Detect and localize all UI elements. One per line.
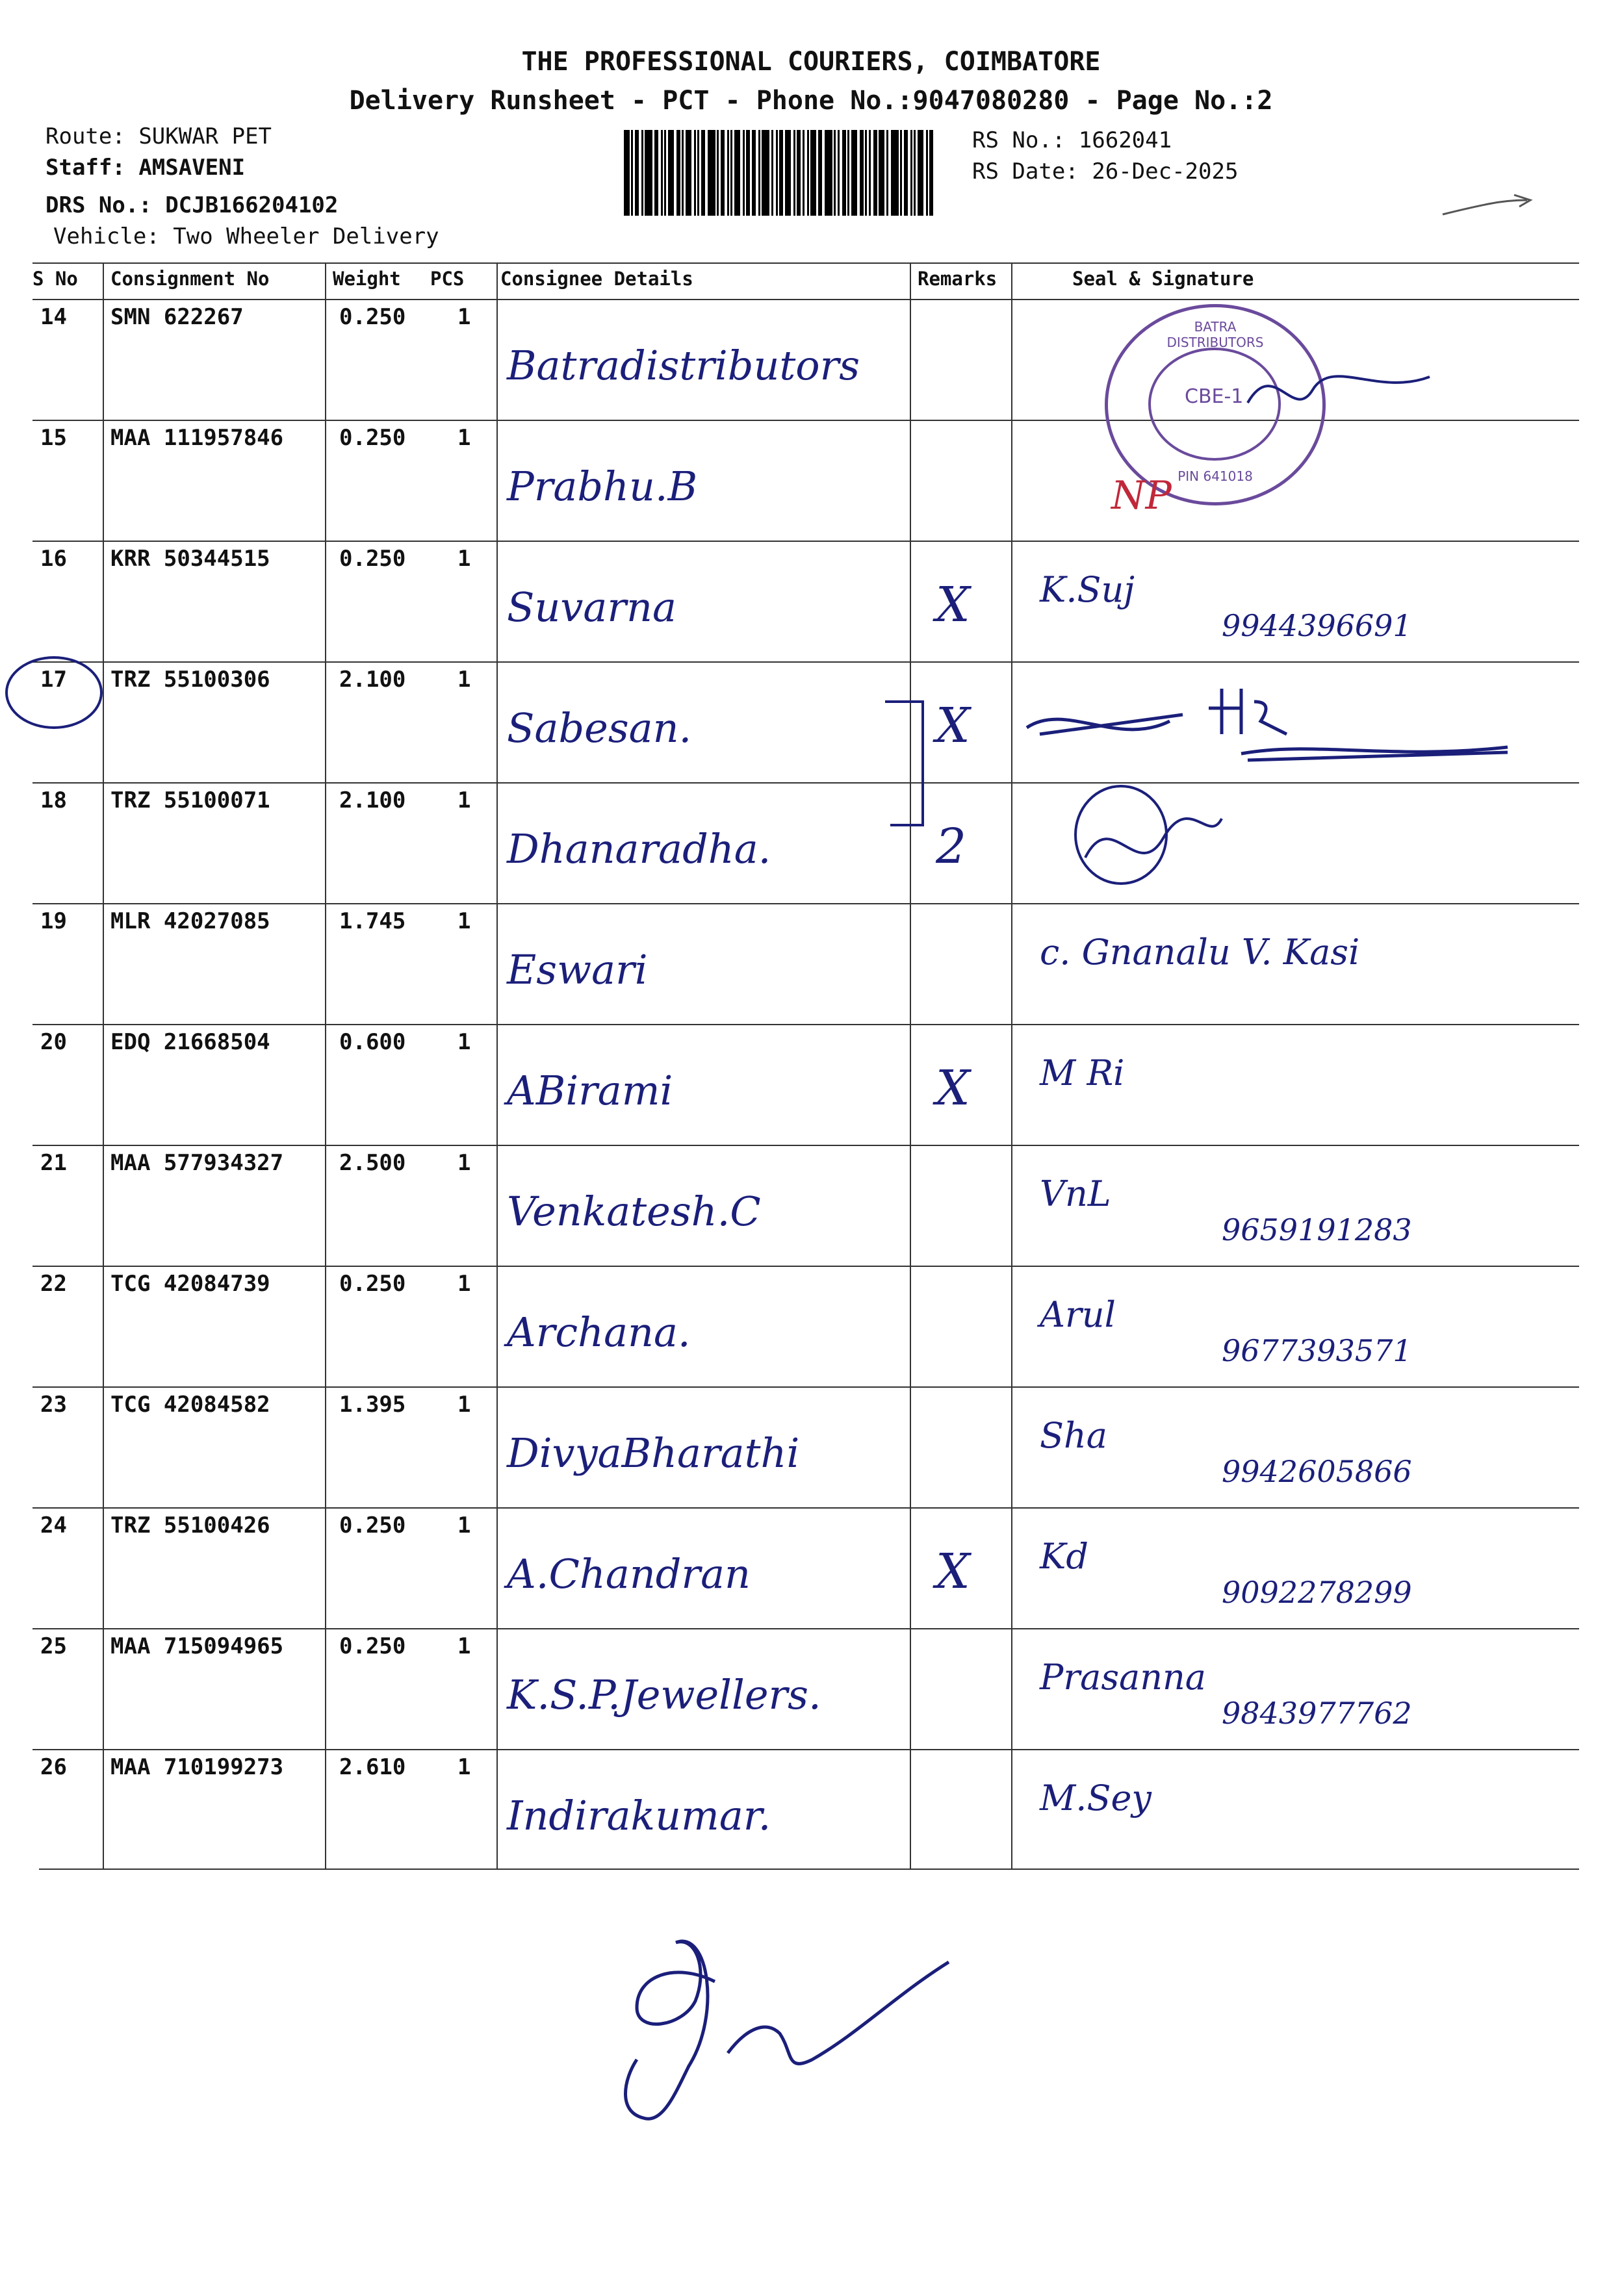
pcs-cell: 1 bbox=[457, 546, 471, 572]
consignee-handwritten: ABirami bbox=[507, 1067, 673, 1114]
drs-line: DRS No.: DCJB166204102 bbox=[45, 192, 339, 218]
consignment-cell: MAA 111957846 bbox=[110, 425, 284, 451]
pcs-cell: 1 bbox=[457, 304, 471, 330]
consignment-cell: TRZ 55100306 bbox=[110, 667, 270, 693]
weight-cell: 0.250 bbox=[339, 1512, 406, 1538]
weight-cell: 0.250 bbox=[339, 546, 406, 572]
recipient-signature: VnL bbox=[1040, 1173, 1111, 1214]
recipient-signature: c. Gnanalu V. Kasi bbox=[1040, 932, 1360, 973]
weight-cell: 2.500 bbox=[339, 1150, 406, 1176]
sno-cell: 20 bbox=[40, 1029, 67, 1055]
sno-cell: 14 bbox=[40, 304, 67, 330]
runsheet-subtitle: Delivery Runsheet - PCT - Phone No.:9047080280 - Page No.:2 bbox=[349, 86, 1273, 116]
consignment-cell: MLR 42027085 bbox=[110, 908, 270, 934]
consignee-handwritten: Dhanaradha. bbox=[507, 825, 771, 873]
recipient-signature: K.Suj bbox=[1040, 569, 1135, 610]
remark-mark: X bbox=[936, 1544, 970, 1600]
weight-cell: 2.100 bbox=[339, 787, 406, 813]
sno-cell: 21 bbox=[40, 1150, 67, 1176]
pcs-cell: 1 bbox=[457, 1512, 471, 1538]
consignee-handwritten: Archana. bbox=[507, 1308, 691, 1356]
weight-cell: 0.250 bbox=[339, 425, 406, 451]
recipient-phone: 9843977762 bbox=[1222, 1696, 1412, 1731]
remark-mark: X bbox=[936, 698, 970, 754]
sno-cell: 19 bbox=[40, 908, 67, 934]
consignee-handwritten: Venkatesh.C bbox=[507, 1188, 761, 1235]
consignment-cell: MAA 577934327 bbox=[110, 1150, 284, 1176]
pcs-cell: 1 bbox=[457, 1029, 471, 1055]
row-divider bbox=[32, 1628, 1579, 1629]
sno-cell: 18 bbox=[40, 787, 67, 813]
consignment-cell: SMN 622267 bbox=[110, 304, 244, 330]
row-divider bbox=[32, 1507, 1579, 1509]
closing-signature bbox=[598, 1923, 962, 2131]
pcs-cell: 1 bbox=[457, 1392, 471, 1418]
sno-cell: 15 bbox=[40, 425, 67, 451]
consignment-cell: TRZ 55100071 bbox=[110, 787, 270, 813]
row-divider bbox=[32, 1749, 1579, 1750]
vehicle-line: Vehicle: Two Wheeler Delivery bbox=[53, 223, 439, 249]
weight-cell: 0.600 bbox=[339, 1029, 406, 1055]
staff-line: Staff: AMSAVENI bbox=[45, 155, 246, 181]
sno-cell: 26 bbox=[40, 1754, 67, 1780]
consignee-handwritten: A.Chandran bbox=[507, 1550, 751, 1598]
consignee-handwritten: Prabhu.B bbox=[507, 463, 698, 510]
pcs-cell: 1 bbox=[457, 787, 471, 813]
consignment-cell: TCG 42084582 bbox=[110, 1392, 270, 1418]
consignment-cell: KRR 50344515 bbox=[110, 546, 270, 572]
remark-mark: 2 bbox=[936, 819, 967, 874]
weight-cell: 1.395 bbox=[339, 1392, 406, 1418]
row-divider bbox=[32, 541, 1579, 542]
barcode bbox=[624, 130, 962, 216]
recipient-signature: Kd bbox=[1040, 1536, 1088, 1577]
col-weight-header: Weight bbox=[333, 268, 401, 290]
recipient-signature: M Ri bbox=[1040, 1052, 1125, 1093]
route-line: Route: SUKWAR PET bbox=[45, 123, 272, 149]
pcs-cell: 1 bbox=[457, 908, 471, 934]
pcs-cell: 1 bbox=[457, 1633, 471, 1659]
row-divider bbox=[32, 1386, 1579, 1388]
weight-cell: 1.745 bbox=[339, 908, 406, 934]
company-title: THE PROFESSIONAL COURIERS, COIMBATORE bbox=[521, 47, 1101, 77]
struck-signature bbox=[1027, 663, 1521, 780]
weight-cell: 2.610 bbox=[339, 1754, 406, 1780]
header-bottom-rule bbox=[32, 299, 1579, 300]
recipient-signature: Sha bbox=[1040, 1415, 1107, 1456]
row-divider bbox=[32, 1024, 1579, 1025]
pcs-cell: 1 bbox=[457, 1754, 471, 1780]
recipient-phone: 9942605866 bbox=[1222, 1454, 1412, 1489]
consignee-handwritten: Eswari bbox=[507, 946, 648, 993]
seal-text: BATRA DISTRIBUTORS bbox=[1166, 319, 1264, 350]
table-top-rule bbox=[32, 262, 1579, 264]
sno-cell: 25 bbox=[40, 1633, 67, 1659]
col-sno-header: S No bbox=[32, 268, 78, 290]
consignee-handwritten: Indirakumar. bbox=[507, 1792, 771, 1839]
rs-date-line: RS Date: 26-Dec-2025 bbox=[972, 159, 1239, 185]
table-bottom-rule bbox=[39, 1869, 1579, 1870]
remark-mark: X bbox=[936, 1060, 970, 1116]
consignment-cell: TCG 42084739 bbox=[110, 1271, 270, 1297]
circled-sno bbox=[5, 656, 103, 729]
consignment-cell: TRZ 55100426 bbox=[110, 1512, 270, 1538]
recipient-signature: M.Sey bbox=[1040, 1778, 1152, 1818]
col-remarks-header: Remarks bbox=[918, 268, 998, 290]
recipient-phone: 9944396691 bbox=[1222, 608, 1412, 643]
pcs-cell: 1 bbox=[457, 667, 471, 693]
sno-cell: 23 bbox=[40, 1392, 67, 1418]
recipient-phone: 9659191283 bbox=[1222, 1212, 1412, 1247]
consignment-cell: MAA 715094965 bbox=[110, 1633, 284, 1659]
weight-cell: 0.250 bbox=[339, 1633, 406, 1659]
row-divider bbox=[32, 903, 1579, 904]
col-consignee-header: Consignee Details bbox=[500, 268, 693, 290]
sno-cell: 24 bbox=[40, 1512, 67, 1538]
consignee-handwritten: Suvarna bbox=[507, 583, 676, 631]
np-mark: NP bbox=[1111, 473, 1172, 518]
pcs-cell: 1 bbox=[457, 1271, 471, 1297]
row-divider bbox=[32, 1145, 1579, 1146]
weight-cell: 2.100 bbox=[339, 667, 406, 693]
scribble-mark bbox=[1443, 188, 1534, 221]
consignee-handwritten: DivyaBharathi bbox=[507, 1429, 800, 1477]
col-consignment-header: Consignment No bbox=[110, 268, 270, 290]
consignment-cell: MAA 710199273 bbox=[110, 1754, 284, 1780]
consignee-handwritten: K.S.P.Jewellers. bbox=[507, 1671, 821, 1718]
signature-row-18 bbox=[1059, 780, 1228, 903]
row-divider bbox=[32, 782, 1579, 784]
sno-cell: 22 bbox=[40, 1271, 67, 1297]
weight-cell: 0.250 bbox=[339, 304, 406, 330]
remark-mark: X bbox=[936, 577, 970, 633]
pcs-cell: 1 bbox=[457, 1150, 471, 1176]
recipient-signature: Prasanna bbox=[1040, 1657, 1206, 1698]
recipient-phone: 9092278299 bbox=[1222, 1575, 1412, 1610]
bracket-mark bbox=[884, 695, 936, 832]
recipient-signature: Arul bbox=[1040, 1294, 1116, 1335]
pcs-cell: 1 bbox=[457, 425, 471, 451]
recipient-phone: 9677393571 bbox=[1222, 1333, 1412, 1368]
seal-pin-text: PIN 641018 bbox=[1178, 468, 1253, 484]
col-seal-header: Seal & Signature bbox=[1072, 268, 1254, 290]
rs-no-line: RS No.: 1662041 bbox=[972, 127, 1172, 153]
consignee-handwritten: Sabesan. bbox=[507, 704, 692, 752]
consignment-cell: EDQ 21668504 bbox=[110, 1029, 270, 1055]
weight-cell: 0.250 bbox=[339, 1271, 406, 1297]
sno-cell: 16 bbox=[40, 546, 67, 572]
seal-signature bbox=[1235, 351, 1443, 429]
sno-cell: 17 bbox=[40, 667, 67, 693]
col-pcs-header: PCS bbox=[430, 268, 465, 290]
seal-center-text: CBE-1 bbox=[1185, 385, 1244, 408]
row-divider bbox=[32, 1266, 1579, 1267]
consignee-handwritten: Batradistributors bbox=[507, 342, 860, 389]
